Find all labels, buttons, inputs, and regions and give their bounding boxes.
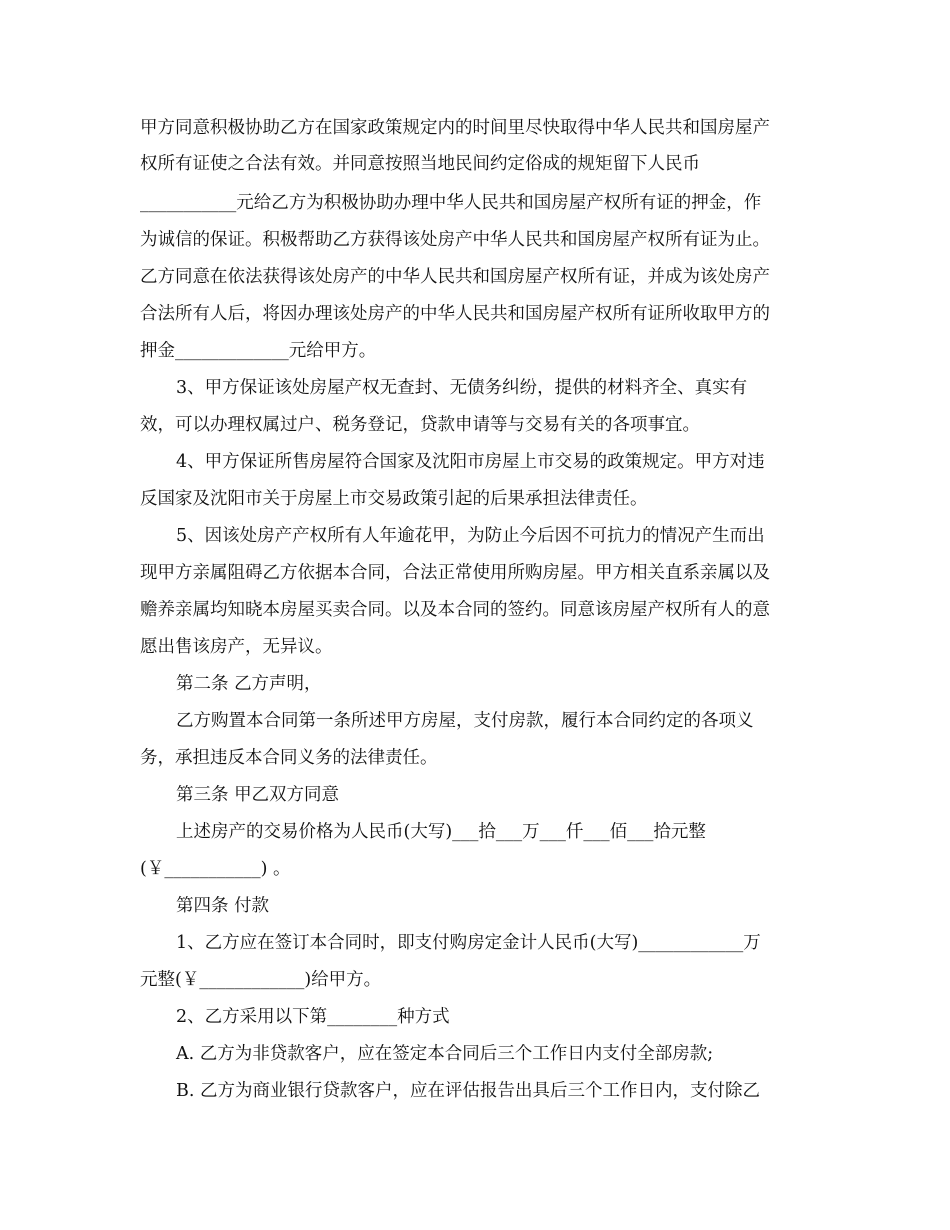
clause-5-line-2: 现甲方亲属阻碍乙方依据本合同，合法正常使用所购房屋。甲方相关直系亲属以及	[140, 563, 770, 583]
payment-item-2: 2、乙方采用以下第________种方式	[176, 1007, 450, 1027]
payment-option-b: B. 乙方为商业银行贷款客户，应在评估报告出具后三个工作日内，支付除乙	[176, 1081, 760, 1101]
clause-4-line-2: 反国家及沈阳市关于房屋上市交易政策引起的后果承担法律责任。	[140, 489, 648, 509]
article-3-line-1: 上述房产的交易价格为人民币(大写)___拾___万___仟___佰___拾元整	[176, 822, 706, 842]
clause-3-line-1: 3、甲方保证该处房屋产权无查封、无债务纠纷，提供的材料齐全、真实有	[176, 378, 748, 398]
paragraph-line-7: 押金_____________元给甲方。	[140, 341, 377, 361]
article-2-line-2: 务，承担违反本合同义务的法律责任。	[140, 748, 438, 768]
paragraph-line-3: ___________元给乙方为积极协助办理中华人民共和国房屋产权所有证的押金，作	[140, 193, 762, 213]
clause-5-line-1: 5、因该处房产产权所有人年逾花甲，为防止今后因不可抗力的情况产生而出	[176, 526, 765, 546]
clause-3-line-2: 效，可以办理权属过户、税务登记，贷款申请等与交易有关的各项事宜。	[140, 415, 700, 435]
article-3-heading: 第三条 甲乙双方同意	[176, 785, 340, 805]
payment-option-a: A. 乙方为非贷款客户，应在签定本合同后三个工作日内支付全部房款;	[176, 1044, 714, 1064]
paragraph-line-1: 甲方同意积极协助乙方在国家政策规定内的时间里尽快取得中华人民共和国房屋产	[140, 118, 770, 138]
paragraph-line-2: 权所有证使之合法有效。并同意按照当地民间约定俗成的规矩留下人民币	[140, 154, 700, 174]
article-3-line-2: (￥___________) 。	[140, 859, 291, 879]
paragraph-line-5: 乙方同意在依法获得该处房产的中华人民共和国房屋产权所有证，并成为该处房产	[140, 267, 770, 287]
paragraph-line-6: 合法所有人后，将因办理该处房产的中华人民共和国房屋产权所有证所收取甲方的	[140, 304, 770, 324]
article-2-heading: 第二条 乙方声明，	[176, 674, 322, 694]
article-4-heading: 第四条 付款	[176, 896, 270, 916]
payment-item-1-line-1: 1、乙方应在签订本合同时，即支付购房定金计人民币(大写)____________万	[176, 933, 761, 953]
paragraph-line-4: 为诚信的保证。积极帮助乙方获得该处房产中华人民共和国房屋产权所有证为止。	[140, 230, 770, 250]
payment-item-1-line-2: 元整(￥____________)给甲方。	[140, 970, 382, 990]
clause-5-line-4: 愿出售该房产，无异议。	[140, 637, 333, 657]
article-2-line-1: 乙方购置本合同第一条所述甲方房屋，支付房款，履行本合同约定的各项义	[176, 711, 754, 731]
clause-5-line-3: 赡养亲属均知晓本房屋买卖合同。以及本合同的签约。同意该房屋产权所有人的意	[140, 600, 770, 620]
clause-4-line-1: 4、甲方保证所售房屋符合国家及沈阳市房屋上市交易的政策规定。甲方对违	[176, 452, 765, 472]
